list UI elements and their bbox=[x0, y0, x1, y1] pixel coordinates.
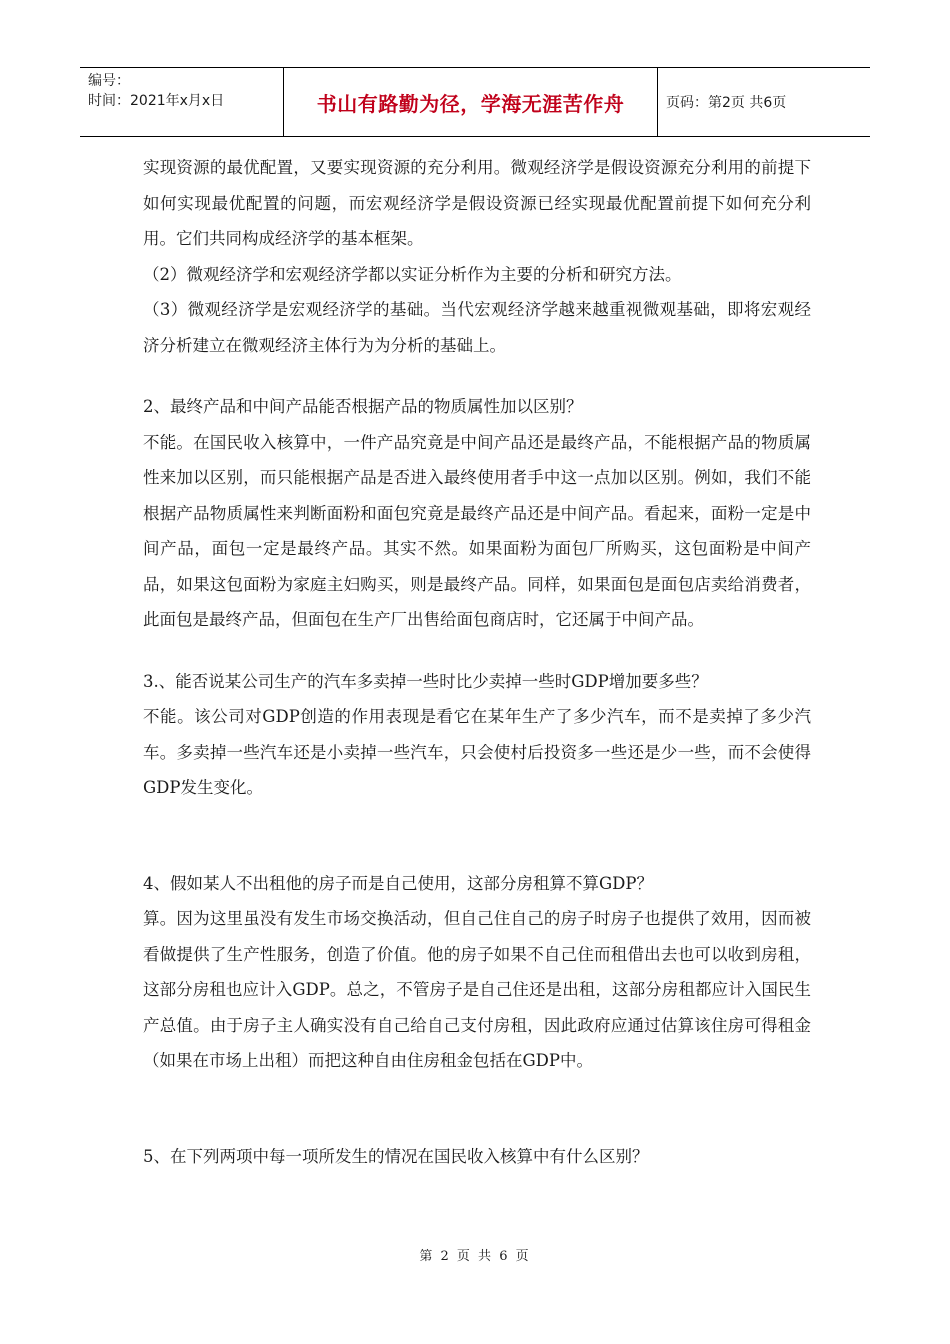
header-page-info: 页码：第2页 共6页 bbox=[666, 95, 787, 111]
serial-label: 编号： bbox=[88, 73, 130, 89]
page-footer bbox=[0, 1245, 950, 1264]
document-header bbox=[80, 67, 870, 137]
answer-4: 算。因为这里虽没有发生市场交换活动，但自己住自己的房子时房子也提供了效用，因而被看做提供了生产性服务，创造了价值。他的房子如果不自己住而租借出去也可以收到房租，这部分房租也应计入GDP。总之，不管房子是自己住还是出租，这部分房租都应计入国民生产总值。由于房子主人确实没有自己给自己支付房租，因此政府应通过估算该住房可得租金（如果在市场上出租）而把这种自由住房租金包括在GDP中。 bbox=[143, 909, 811, 1070]
document-body bbox=[143, 150, 811, 1174]
question-2: 2、最终产品和中间产品能否根据产品的物质属性加以区别？ bbox=[143, 397, 583, 416]
question-4: 4、假如某人不出租他的房子而是自己使用，这部分房租算不算GDP？ bbox=[143, 873, 654, 893]
question-5: 5、在下列两项中每一项所发生的情况在国民收入核算中有什么区别？ bbox=[143, 1146, 649, 1166]
intro-paragraph-3: （3）微观经济学是宏观经济学的基础。当代宏观经济学越来越重视微观基础，即将宏观经济分析建立在微观经济主体行为为分析的基础上。 bbox=[143, 300, 811, 355]
answer-2: 不能。在国民收入核算中，一件产品究竟是中间产品还是最终产品，不能根据产品的物质属性来加以区别，而只能根据产品是否进入最终使用者手中这一点加以区别。例如，我们不能根据产品物质属性来判断面粉和面包究竟是最终产品还是中间产品。看起来，面粉一定是中间产品，面包一定是最终产品。其实不然。如果面粉为面包厂所购买，这包面粉是中间产品，如果这包面粉为家庭主妇购买，则是最终产品。同样，如果面包是面包店卖给消费者，此面包是最终产品，但面包在生产厂出售给面包商店时，它还属于中间产品。 bbox=[143, 432, 811, 629]
question-3: 3.、能否说某公司生产的汽车多卖掉一些时比少卖掉一些时GDP增加要多些？ bbox=[143, 671, 708, 691]
header-motto: 书山有路勤为径，学海无涯苦作舟 bbox=[283, 68, 658, 136]
answer-3: 不能。该公司对GDP创造的作用表现是看它在某年生产了多少汽车，而不是卖掉了多少汽车。多卖掉一些汽车还是小卖掉一些汽车，只会使村后投资多一些还是少一些，而不会使得GDP发生变化。 bbox=[143, 707, 811, 797]
time-label: 时间：2021年x月x日 bbox=[88, 93, 225, 109]
intro-paragraph-1: 实现资源的最优配置，又要实现资源的充分利用。微观经济学是假设资源充分利用的前提下如何实现最优配置的问题，而宏观经济学是假设资源已经实现最优配置前提下如何充分利用。它们共同构成经济学的基本框架。 bbox=[143, 158, 811, 248]
header-meta bbox=[80, 68, 283, 136]
intro-paragraph-2: （2）微观经济学和宏观经济学都以实证分析作为主要的分析和研究方法。 bbox=[143, 264, 682, 284]
footer-page-label: 第 2 页 共 6 页 bbox=[419, 1249, 531, 1264]
